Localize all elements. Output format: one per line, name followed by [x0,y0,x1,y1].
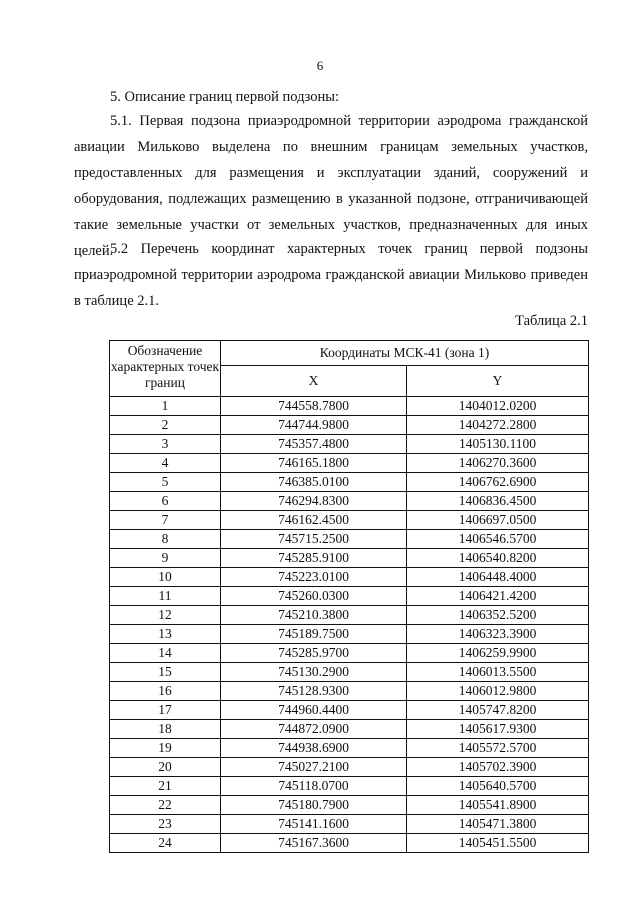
point-number-cell: 24 [110,834,221,853]
point-number-cell: 3 [110,435,221,454]
paragraph-5-2: 5.2 Перечень координат характерных точек границ первой подзоны приаэродромной территории аэродрома гражданской авиации Мильково приведен в таблице 2.1. [74,241,588,309]
y-coordinate-cell: 1405130.1100 [407,435,589,454]
table-row [110,606,589,625]
y-coordinate-cell: 1405541.8900 [407,796,589,815]
table-row [110,796,589,815]
x-coordinate-cell: 745357.4800 [221,435,407,454]
table-row [110,834,589,853]
y-coordinate-cell: 1405702.3900 [407,758,589,777]
x-coordinate-cell: 745260.0300 [221,587,407,606]
table-row [110,682,589,701]
x-coordinate-cell: 745141.1600 [221,815,407,834]
y-coordinate-cell: 1405640.5700 [407,777,589,796]
x-coordinate-cell: 745118.0700 [221,777,407,796]
x-coordinate-cell: 745128.9300 [221,682,407,701]
table-row [110,549,589,568]
point-number-cell: 7 [110,511,221,530]
paragraph-5-1: 5.1. Первая подзона приаэродромной территории аэродрома гражданской авиации Мильково выделена по внешним границам земельных участков, предоставленных для размещения и эксплуатации зданий, сооружений и оборудования, подлежащих размещению в указанной подзоне, отграничивающей такие земельные участки от земельных участков, предназначенных для иных целей. [74,113,588,259]
y-coordinate-cell: 1405471.3800 [407,815,589,834]
point-number-cell: 16 [110,682,221,701]
table-row [110,815,589,834]
y-coordinate-cell: 1406836.4500 [407,492,589,511]
x-coordinate-cell: 745223.0100 [221,568,407,587]
y-coordinate-cell: 1404272.2800 [407,416,589,435]
y-coordinate-cell: 1406448.4000 [407,568,589,587]
table-row [110,511,589,530]
y-coordinate-cell: 1405572.5700 [407,739,589,758]
table-caption: Таблица 2.1 [515,313,588,329]
y-coordinate-cell: 1406352.5200 [407,606,589,625]
header-y: Y [407,366,589,397]
x-coordinate-cell: 745210.3800 [221,606,407,625]
y-coordinate-cell: 1406697.0500 [407,511,589,530]
header-designation: Обозначение характерных точек границ [110,341,221,397]
table-row [110,720,589,739]
x-coordinate-cell: 745189.7500 [221,625,407,644]
x-coordinate-cell: 744938.6900 [221,739,407,758]
point-number-cell: 19 [110,739,221,758]
header-coordinates: Координаты МСК-41 (зона 1) [221,341,589,366]
y-coordinate-cell: 1406012.9800 [407,682,589,701]
table-row [110,568,589,587]
table-row [110,739,589,758]
point-number-cell: 15 [110,663,221,682]
header-x: X [221,366,407,397]
point-number-cell: 23 [110,815,221,834]
point-number-cell: 5 [110,473,221,492]
x-coordinate-cell: 745285.9100 [221,549,407,568]
point-number-cell: 2 [110,416,221,435]
table-row [110,416,589,435]
table-row [110,435,589,454]
x-coordinate-cell: 746294.8300 [221,492,407,511]
point-number-cell: 11 [110,587,221,606]
x-coordinate-cell: 744744.9800 [221,416,407,435]
point-number-cell: 9 [110,549,221,568]
y-coordinate-cell: 1406270.3600 [407,454,589,473]
point-number-cell: 22 [110,796,221,815]
table-row [110,492,589,511]
y-coordinate-cell: 1406546.5700 [407,530,589,549]
table-row [110,397,589,416]
y-coordinate-cell: 1404012.0200 [407,397,589,416]
point-number-cell: 17 [110,701,221,720]
y-coordinate-cell: 1406762.6900 [407,473,589,492]
y-coordinate-cell: 1406540.8200 [407,549,589,568]
page-number: 6 [316,58,324,73]
point-number-cell: 4 [110,454,221,473]
point-number-cell: 21 [110,777,221,796]
y-coordinate-cell: 1406013.5500 [407,663,589,682]
table-row [110,473,589,492]
coordinates-table [109,340,589,853]
point-number-cell: 18 [110,720,221,739]
point-number-cell: 1 [110,397,221,416]
table-row [110,777,589,796]
x-coordinate-cell: 745180.7900 [221,796,407,815]
x-coordinate-cell: 744872.0900 [221,720,407,739]
table-row [110,701,589,720]
x-coordinate-cell: 745130.2900 [221,663,407,682]
point-number-cell: 12 [110,606,221,625]
x-coordinate-cell: 746385.0100 [221,473,407,492]
point-number-cell: 20 [110,758,221,777]
point-number-cell: 10 [110,568,221,587]
point-number-cell: 8 [110,530,221,549]
x-coordinate-cell: 746165.1800 [221,454,407,473]
table-body [110,397,589,853]
x-coordinate-cell: 745285.9700 [221,644,407,663]
table-row [110,587,589,606]
section-heading: 5. Описание границ первой подзоны: [110,89,340,105]
y-coordinate-cell: 1406323.3900 [407,625,589,644]
x-coordinate-cell: 745027.2100 [221,758,407,777]
table-row [110,530,589,549]
x-coordinate-cell: 745715.2500 [221,530,407,549]
point-number-cell: 6 [110,492,221,511]
x-coordinate-cell: 746162.4500 [221,511,407,530]
x-coordinate-cell: 744960.4400 [221,701,407,720]
x-coordinate-cell: 744558.7800 [221,397,407,416]
point-number-cell: 13 [110,625,221,644]
point-number-cell: 14 [110,644,221,663]
y-coordinate-cell: 1406259.9900 [407,644,589,663]
y-coordinate-cell: 1405451.5500 [407,834,589,853]
table-row [110,663,589,682]
table-row [110,758,589,777]
y-coordinate-cell: 1405747.8200 [407,701,589,720]
table-row [110,625,589,644]
table-row [110,454,589,473]
y-coordinate-cell: 1405617.9300 [407,720,589,739]
x-coordinate-cell: 745167.3600 [221,834,407,853]
y-coordinate-cell: 1406421.4200 [407,587,589,606]
table-row [110,644,589,663]
